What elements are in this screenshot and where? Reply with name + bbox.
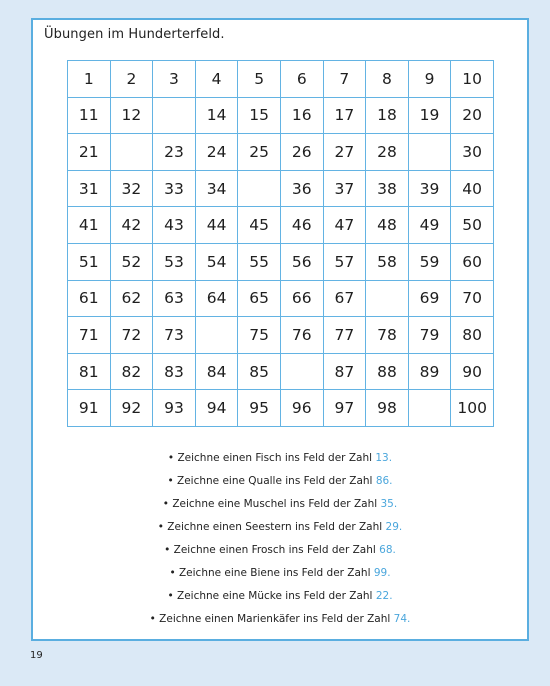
grid-cell: 70 (451, 280, 494, 317)
task-text: • Zeichne einen Frosch ins Feld der Zahl (164, 544, 380, 556)
grid-cell: 49 (408, 207, 451, 244)
grid-cell: 25 (238, 134, 281, 171)
task-item (33, 608, 527, 631)
task-number: 86. (375, 475, 393, 487)
task-item (33, 447, 527, 470)
grid-cell: 6 (280, 61, 323, 98)
grid-cell: 19 (408, 97, 451, 134)
grid-cell: 73 (153, 317, 196, 354)
grid-row (68, 243, 494, 280)
task-item (33, 539, 527, 562)
grid-cell: 88 (366, 353, 409, 390)
task-item (33, 585, 527, 608)
grid-cell: 8 (366, 61, 409, 98)
grid-cell: 10 (451, 61, 494, 98)
grid-cell: 46 (280, 207, 323, 244)
grid-cell: 94 (195, 390, 238, 427)
grid-cell: 95 (238, 390, 281, 427)
grid-row (68, 317, 494, 354)
grid-cell: 34 (195, 170, 238, 207)
grid-cell: 97 (323, 390, 366, 427)
grid-row (68, 390, 494, 427)
task-number: 13. (375, 452, 393, 464)
page-number: 19 (30, 650, 43, 661)
grid-cell: 31 (68, 170, 111, 207)
grid-cell: 1 (68, 61, 111, 98)
task-number: 68. (379, 544, 396, 556)
grid-row (68, 353, 494, 390)
grid-cell: 50 (451, 207, 494, 244)
grid-cell: 53 (153, 243, 196, 280)
grid-row (68, 97, 494, 134)
task-number: 99. (373, 567, 391, 579)
grid-cell: 11 (68, 97, 111, 134)
grid-cell: 80 (451, 317, 494, 354)
grid-cell: 91 (68, 390, 111, 427)
grid-cell: 71 (68, 317, 111, 354)
grid-cell: 42 (110, 207, 153, 244)
worksheet-page (31, 18, 529, 641)
grid-cell: 65 (238, 280, 281, 317)
grid-cell: 92 (110, 390, 153, 427)
grid-cell: 2 (110, 61, 153, 98)
grid-cell: 58 (366, 243, 409, 280)
grid-cell: 76 (280, 317, 323, 354)
grid-cell: 5 (238, 61, 281, 98)
grid-cell: 81 (68, 353, 111, 390)
task-number: 74. (393, 613, 411, 625)
grid-cell: 17 (323, 97, 366, 134)
task-text: • Zeichne eine Biene ins Feld der Zahl (169, 567, 374, 579)
grid-cell: 63 (153, 280, 196, 317)
grid-cell: 15 (238, 97, 281, 134)
grid-cell: 20 (451, 97, 494, 134)
grid-cell: 69 (408, 280, 451, 317)
grid-cell: 85 (238, 353, 281, 390)
grid-cell: 55 (238, 243, 281, 280)
grid-cell: 54 (195, 243, 238, 280)
grid-cell: 57 (323, 243, 366, 280)
grid-cell: 66 (280, 280, 323, 317)
grid-row (68, 170, 494, 207)
grid-cell: 28 (366, 134, 409, 171)
task-item (33, 493, 527, 516)
grid-cell: 24 (195, 134, 238, 171)
grid-cell: 45 (238, 207, 281, 244)
task-text: • Zeichne einen Fisch ins Feld der Zahl (167, 452, 376, 464)
grid-cell: 41 (68, 207, 111, 244)
grid-cell: 98 (366, 390, 409, 427)
grid-cell: 18 (366, 97, 409, 134)
grid-cell: 21 (68, 134, 111, 171)
grid-cell: 60 (451, 243, 494, 280)
grid-row (68, 61, 494, 98)
grid-cell: 33 (153, 170, 196, 207)
grid-cell: 36 (280, 170, 323, 207)
task-number: 35. (380, 498, 398, 510)
grid-cell: 83 (153, 353, 196, 390)
grid-cell: 87 (323, 353, 366, 390)
grid-cell: 3 (153, 61, 196, 98)
grid-cell: 51 (68, 243, 111, 280)
grid-cell: 9 (408, 61, 451, 98)
grid-cell: 77 (323, 317, 366, 354)
grid-cell: 84 (195, 353, 238, 390)
grid-cell: 30 (451, 134, 494, 171)
grid-cell: 64 (195, 280, 238, 317)
grid-cell: 43 (153, 207, 196, 244)
grid-cell (408, 134, 451, 171)
grid-cell (110, 134, 153, 171)
grid-cell: 59 (408, 243, 451, 280)
grid-cell: 62 (110, 280, 153, 317)
grid-cell: 61 (68, 280, 111, 317)
grid-cell: 16 (280, 97, 323, 134)
grid-cell: 44 (195, 207, 238, 244)
grid-cell: 93 (153, 390, 196, 427)
grid-cell: 32 (110, 170, 153, 207)
grid-cell (366, 280, 409, 317)
grid-row (68, 207, 494, 244)
grid-cell: 96 (280, 390, 323, 427)
grid-cell: 75 (238, 317, 281, 354)
grid-cell: 89 (408, 353, 451, 390)
grid-row (68, 280, 494, 317)
grid-cell: 23 (153, 134, 196, 171)
grid-cell: 56 (280, 243, 323, 280)
grid-cell: 12 (110, 97, 153, 134)
task-item (33, 516, 527, 539)
grid-row (68, 134, 494, 171)
grid-cell: 100 (451, 390, 494, 427)
task-item (33, 562, 527, 585)
grid-cell: 78 (366, 317, 409, 354)
grid-cell (238, 170, 281, 207)
task-text: • Zeichne eine Muschel ins Feld der Zahl (162, 498, 381, 510)
grid-cell: 14 (195, 97, 238, 134)
task-text: • Zeichne eine Mücke ins Feld der Zahl (167, 590, 376, 602)
grid-cell: 79 (408, 317, 451, 354)
grid-cell (408, 390, 451, 427)
grid-cell: 37 (323, 170, 366, 207)
grid-cell (195, 317, 238, 354)
grid-cell: 90 (451, 353, 494, 390)
task-number: 22. (375, 590, 393, 602)
task-text: • Zeichne einen Seestern ins Feld der Zahl (157, 521, 386, 533)
page-title: Übungen im Hunderterfeld. (44, 27, 225, 42)
grid-cell: 47 (323, 207, 366, 244)
grid-cell (153, 97, 196, 134)
grid-cell: 40 (451, 170, 494, 207)
grid-cell: 26 (280, 134, 323, 171)
grid-cell: 72 (110, 317, 153, 354)
grid-cell: 27 (323, 134, 366, 171)
task-text: • Zeichne eine Qualle ins Feld der Zahl (167, 475, 376, 487)
grid-cell: 52 (110, 243, 153, 280)
task-text: • Zeichne einen Marienkäfer ins Feld der Zahl (149, 613, 394, 625)
task-item (33, 470, 527, 493)
task-list (33, 447, 527, 631)
hundred-grid (67, 60, 494, 427)
grid-cell: 39 (408, 170, 451, 207)
grid-cell: 82 (110, 353, 153, 390)
grid-cell: 48 (366, 207, 409, 244)
grid-cell: 4 (195, 61, 238, 98)
grid-cell: 67 (323, 280, 366, 317)
grid-cell: 38 (366, 170, 409, 207)
task-number: 29. (385, 521, 403, 533)
grid-cell (280, 353, 323, 390)
grid-cell: 7 (323, 61, 366, 98)
